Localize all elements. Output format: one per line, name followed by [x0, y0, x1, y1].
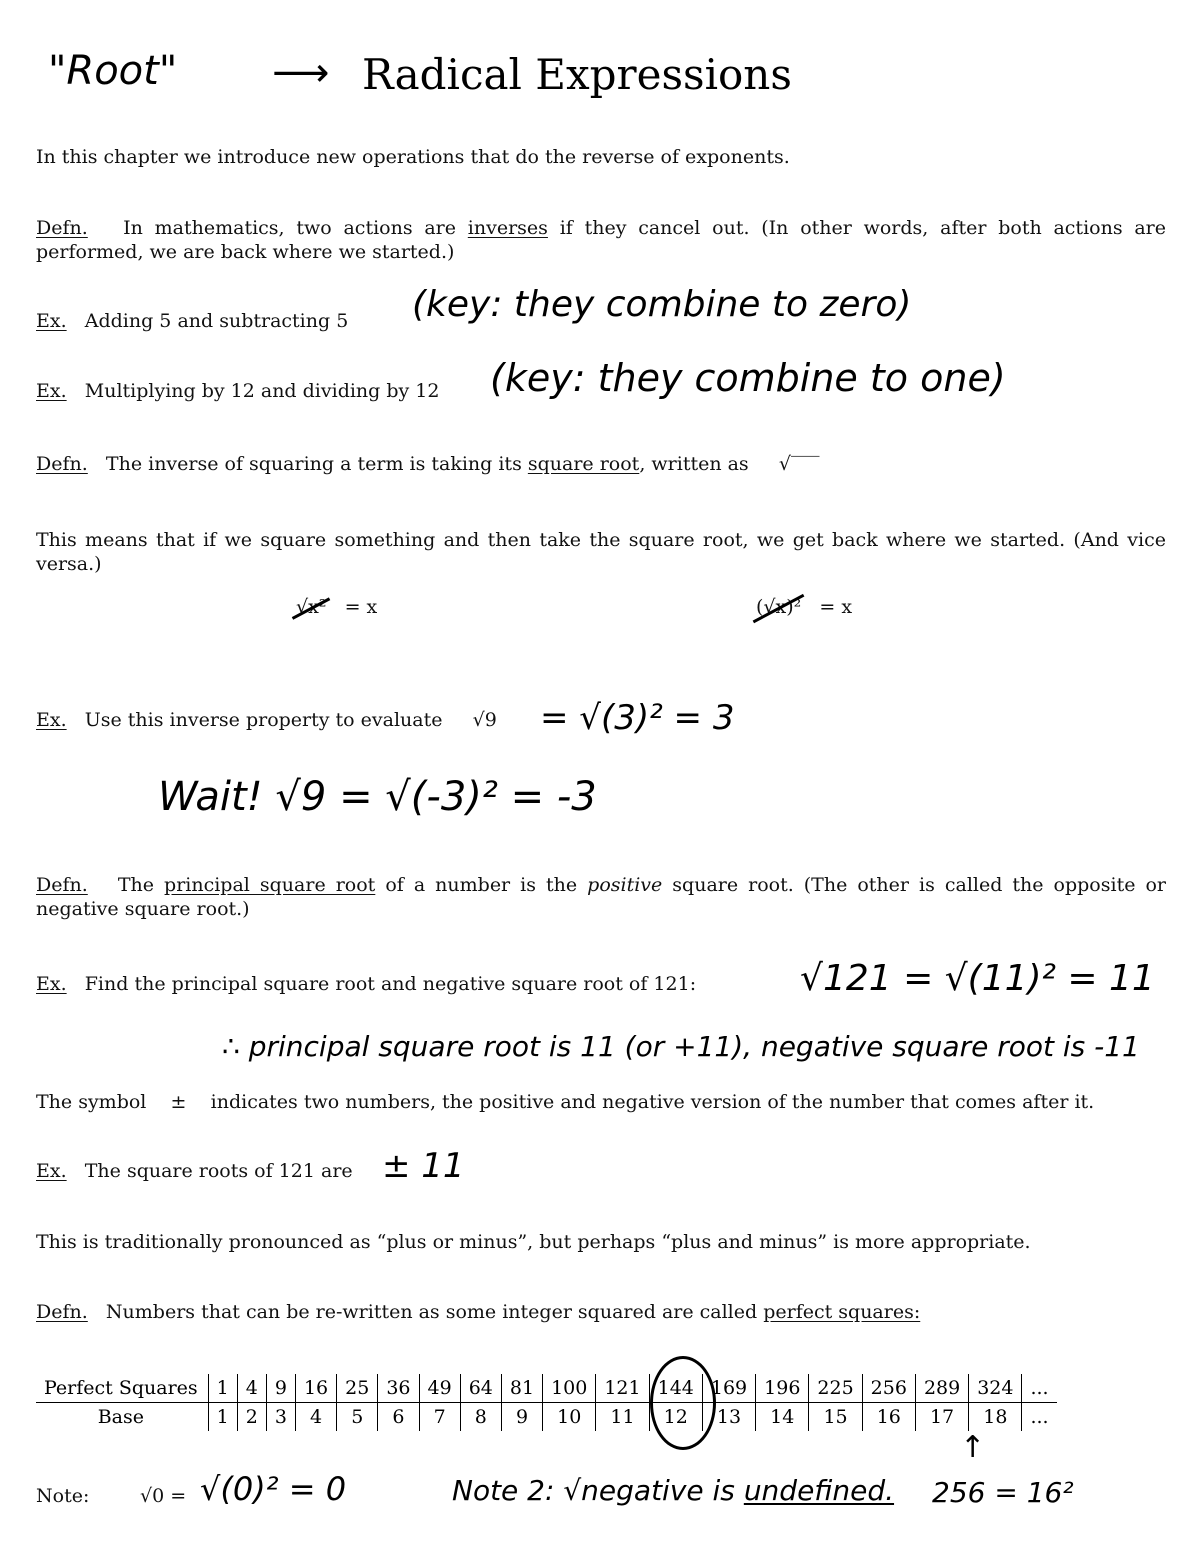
page-title: Radical Expressions	[362, 50, 792, 99]
handwritten-note2	[452, 1474, 894, 1507]
definition-principal-root	[36, 873, 1166, 921]
base-cell: ...	[1022, 1403, 1057, 1432]
handwritten-note-one: (key: they combine to one)	[490, 356, 1006, 400]
plus-minus-symbol: ±	[170, 1091, 187, 1113]
base-cell: 16	[862, 1403, 915, 1432]
example-label: Ex.	[36, 709, 67, 731]
example-label: Ex.	[36, 310, 67, 332]
defn-text-after: if they cancel out. (In other words, after both actions are performed, we are back where we started.)	[36, 217, 1166, 263]
perfect-square-cell: 289	[915, 1374, 968, 1403]
handwritten-256-example: 256 = 16²	[932, 1476, 1074, 1509]
definition-square-root	[36, 453, 820, 475]
defn-text-mid: of a number is the	[375, 874, 588, 896]
perfect-square-cell: 169	[702, 1374, 755, 1403]
identity-square-of-sqrt	[756, 596, 852, 618]
handwritten-conclusion: ∴ principal square root is 11 (or +11), negative square root is -11	[222, 1030, 1140, 1063]
identity-result: = x	[819, 596, 853, 618]
pm-text-before: The symbol	[36, 1091, 147, 1113]
term-inverses: inverses	[467, 217, 548, 239]
example-root-121	[36, 973, 696, 995]
perfect-square-cell: ...	[1022, 1374, 1057, 1403]
vice-versa-text: This means that if we square something and then take the square root, we get back where we started. (And vice versa.)	[36, 529, 1166, 575]
term-undefined: undefined.	[743, 1474, 895, 1507]
defn-label: Defn.	[36, 874, 88, 896]
base-cell: 12	[649, 1403, 702, 1432]
perfect-square-cell: 196	[756, 1374, 809, 1403]
defn-text-before: The	[117, 874, 165, 896]
base-cell: 4	[295, 1403, 336, 1432]
title-handwritten-prefix: "Root"	[48, 48, 178, 94]
base-cell: 17	[915, 1403, 968, 1432]
identity-sqrt-of-square	[296, 596, 377, 618]
defn-text-before: The inverse of squaring a term is taking its	[105, 453, 528, 475]
example-label: Ex.	[36, 1160, 67, 1182]
example-evaluate-sqrt9	[36, 709, 497, 731]
example-roots-of-121	[36, 1160, 353, 1182]
base-cell: 1	[208, 1403, 237, 1432]
example-expression: √9	[472, 709, 497, 731]
perfect-square-cell: 1	[208, 1374, 237, 1403]
defn-text-after: , written as	[639, 453, 749, 475]
squares-row	[36, 1374, 1057, 1403]
handwritten-wait-negative: Wait! √9 = √(-3)² = -3	[158, 774, 597, 820]
example-text: The square roots of 121 are	[84, 1160, 353, 1182]
perfect-square-cell: 256	[862, 1374, 915, 1403]
term-principal-square-root: principal square root	[164, 874, 376, 896]
perfect-square-cell: 144	[649, 1374, 702, 1403]
base-cell: 8	[460, 1403, 501, 1432]
base-cell: 9	[501, 1403, 542, 1432]
perfect-square-cell: 9	[266, 1374, 295, 1403]
base-cell: 14	[756, 1403, 809, 1432]
struck-expression: (√x)²	[756, 596, 802, 618]
radical-symbol: √‾‾‾	[778, 453, 820, 475]
handwritten-zero-work: √(0)² = 0	[200, 1470, 347, 1508]
row-label-perfect-squares: Perfect Squares	[36, 1374, 208, 1403]
term-square-root: square root	[527, 453, 640, 475]
handwritten-work-positive: = √(3)² = 3	[540, 698, 735, 738]
intro-text: In this chapter we introduce new operations that do the reverse of exponents.	[36, 146, 790, 168]
handwritten-note-zero: (key: they combine to zero)	[412, 284, 912, 325]
bases-row	[36, 1403, 1057, 1432]
defn-label: Defn.	[36, 453, 88, 475]
defn-text-before: Numbers that can be re-written as some integer squared are called	[105, 1301, 764, 1323]
example-text: Adding 5 and subtracting 5	[84, 310, 349, 332]
base-cell: 11	[596, 1403, 649, 1432]
note-label: Note:	[36, 1485, 90, 1507]
row-label-base: Base	[97, 1406, 144, 1428]
term-perfect-squares: perfect squares:	[763, 1301, 921, 1323]
note2-text: Note 2: √negative is	[452, 1474, 744, 1507]
pronunciation-text: This is traditionally pronounced as “plus or minus”, but perhaps “plus and minus” is more appropriate.	[36, 1231, 1031, 1253]
emphasis-positive: positive	[587, 874, 663, 896]
perfect-square-cell: 81	[501, 1374, 542, 1403]
definition-perfect-squares	[36, 1301, 920, 1323]
perfect-square-cell: 16	[295, 1374, 336, 1403]
perfect-square-cell: 36	[378, 1374, 419, 1403]
base-cell: 18	[969, 1403, 1022, 1432]
note-expression: √0 =	[140, 1485, 187, 1507]
perfect-squares-table	[36, 1374, 1057, 1431]
example-multiplying	[36, 380, 439, 402]
arrow-up-icon: ↑	[960, 1430, 986, 1465]
perfect-square-cell: 64	[460, 1374, 501, 1403]
defn-text-after: square root. (The other is called the opposite or negative square root.)	[36, 874, 1166, 920]
example-text: Find the principal square root and negative square root of 121:	[84, 973, 697, 995]
defn-label: Defn.	[36, 217, 88, 239]
base-cell: 3	[266, 1403, 295, 1432]
handwritten-circle-121	[650, 1356, 716, 1450]
plus-minus-explanation	[36, 1091, 1094, 1113]
perfect-square-cell: 225	[809, 1374, 862, 1403]
perfect-square-cell: 25	[337, 1374, 378, 1403]
example-label: Ex.	[36, 380, 67, 402]
pm-text-after: indicates two numbers, the positive and negative version of the number that comes after it.	[210, 1091, 1095, 1113]
base-cell: 5	[337, 1403, 378, 1432]
definition-inverses	[36, 216, 1166, 264]
perfect-square-cell: 100	[543, 1374, 596, 1403]
base-cell: 6	[378, 1403, 419, 1432]
base-cell: 7	[419, 1403, 460, 1432]
base-cell: 2	[237, 1403, 266, 1432]
title-arrow: ⟶	[272, 50, 330, 96]
perfect-square-cell: 49	[419, 1374, 460, 1403]
handwritten-answer-pm11: ± 11	[382, 1146, 465, 1186]
defn-label: Defn.	[36, 1301, 88, 1323]
defn-text-before: In mathematics, two actions are	[123, 217, 468, 239]
struck-expression: √x²	[296, 596, 327, 618]
perfect-square-cell: 4	[237, 1374, 266, 1403]
example-label: Ex.	[36, 973, 67, 995]
example-text: Use this inverse property to evaluate	[84, 709, 443, 731]
identity-result: = x	[344, 596, 378, 618]
base-cell: 15	[809, 1403, 862, 1432]
example-text: Multiplying by 12 and dividing by 12	[84, 380, 440, 402]
base-cell: 10	[543, 1403, 596, 1432]
example-adding	[36, 310, 348, 332]
perfect-square-cell: 121	[596, 1374, 649, 1403]
base-cell: 13	[702, 1403, 755, 1432]
handwritten-work-121: √121 = √(11)² = 11	[800, 958, 1155, 999]
perfect-square-cell: 324	[969, 1374, 1022, 1403]
